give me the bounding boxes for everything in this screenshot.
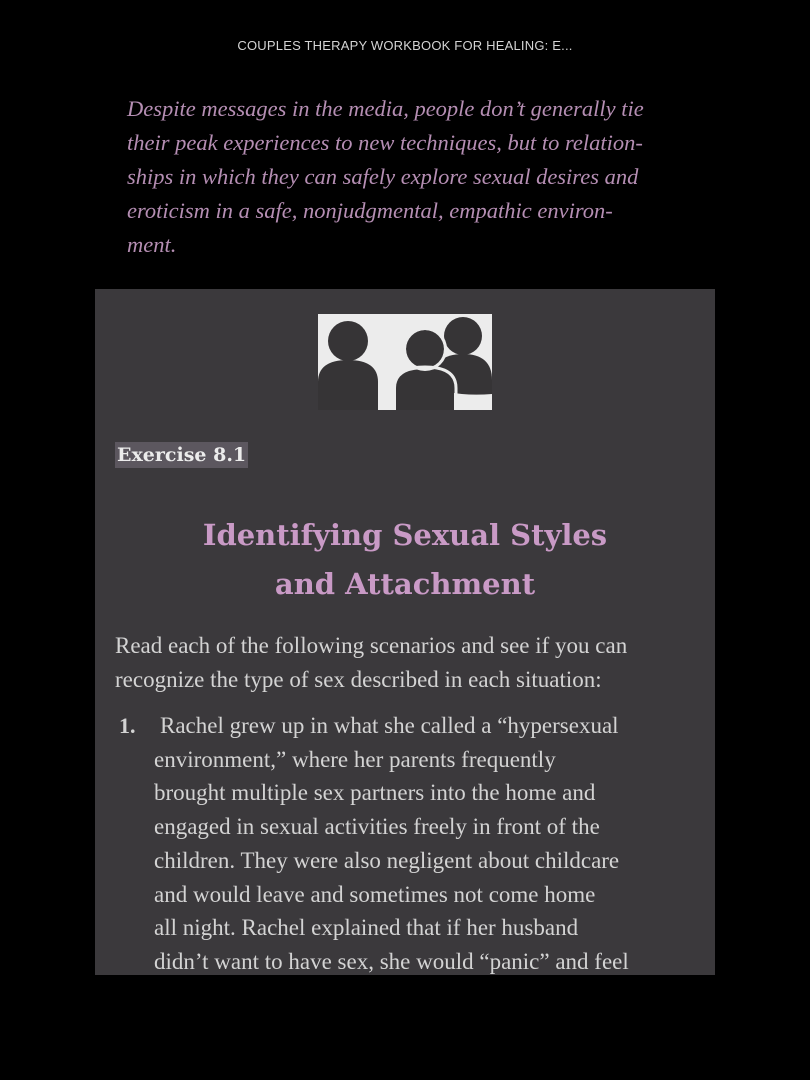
exercise-heading (95, 511, 715, 609)
item-line: Rachel grew up in what she called a “hypersexual (160, 713, 619, 738)
quote-line: ships in which they can safely explore sexual desires and (127, 164, 639, 189)
quote-line: Despite messages in the media, people don’t generally tie (127, 96, 644, 121)
heading-line: and Attachment (274, 567, 536, 601)
item-line: children. They were also negligent about childcare (154, 847, 620, 873)
exercise-number-label: Exercise 8.1 (117, 444, 247, 466)
heading-line: Identifying Sexual Styles (202, 518, 608, 552)
quote-line: eroticism in a safe, nonjudgmental, empathic environ- (127, 198, 613, 223)
item-line: and would leave and sometimes not come home (154, 881, 596, 907)
item-line: didn’t want to have sex, she would “panic” and feel (154, 948, 629, 974)
item-line: brought multiple sex partners into the home and (154, 780, 596, 806)
book-title: COUPLES THERAPY WORKBOOK FOR HEALING: E... (237, 38, 573, 53)
quote-line: ment. (127, 232, 177, 257)
quote-line: their peak experiences to new techniques, but to relation- (127, 130, 643, 155)
exercise-box (95, 289, 715, 975)
item-line: engaged in sexual activities freely in front of the (154, 814, 600, 840)
item-line: environment,” where her parents frequently (154, 746, 556, 772)
group-people-icon (318, 314, 492, 410)
pull-quote (127, 92, 707, 262)
intro-line: recognize the type of sex described in each situation: (115, 666, 602, 692)
item-line: all night. Rachel explained that if her husband (154, 915, 579, 941)
intro-line: Read each of the following scenarios and see if you can (115, 633, 628, 658)
list-item-number: 1. (119, 713, 136, 738)
exercise-intro (115, 629, 705, 696)
list-item-text (154, 709, 714, 975)
